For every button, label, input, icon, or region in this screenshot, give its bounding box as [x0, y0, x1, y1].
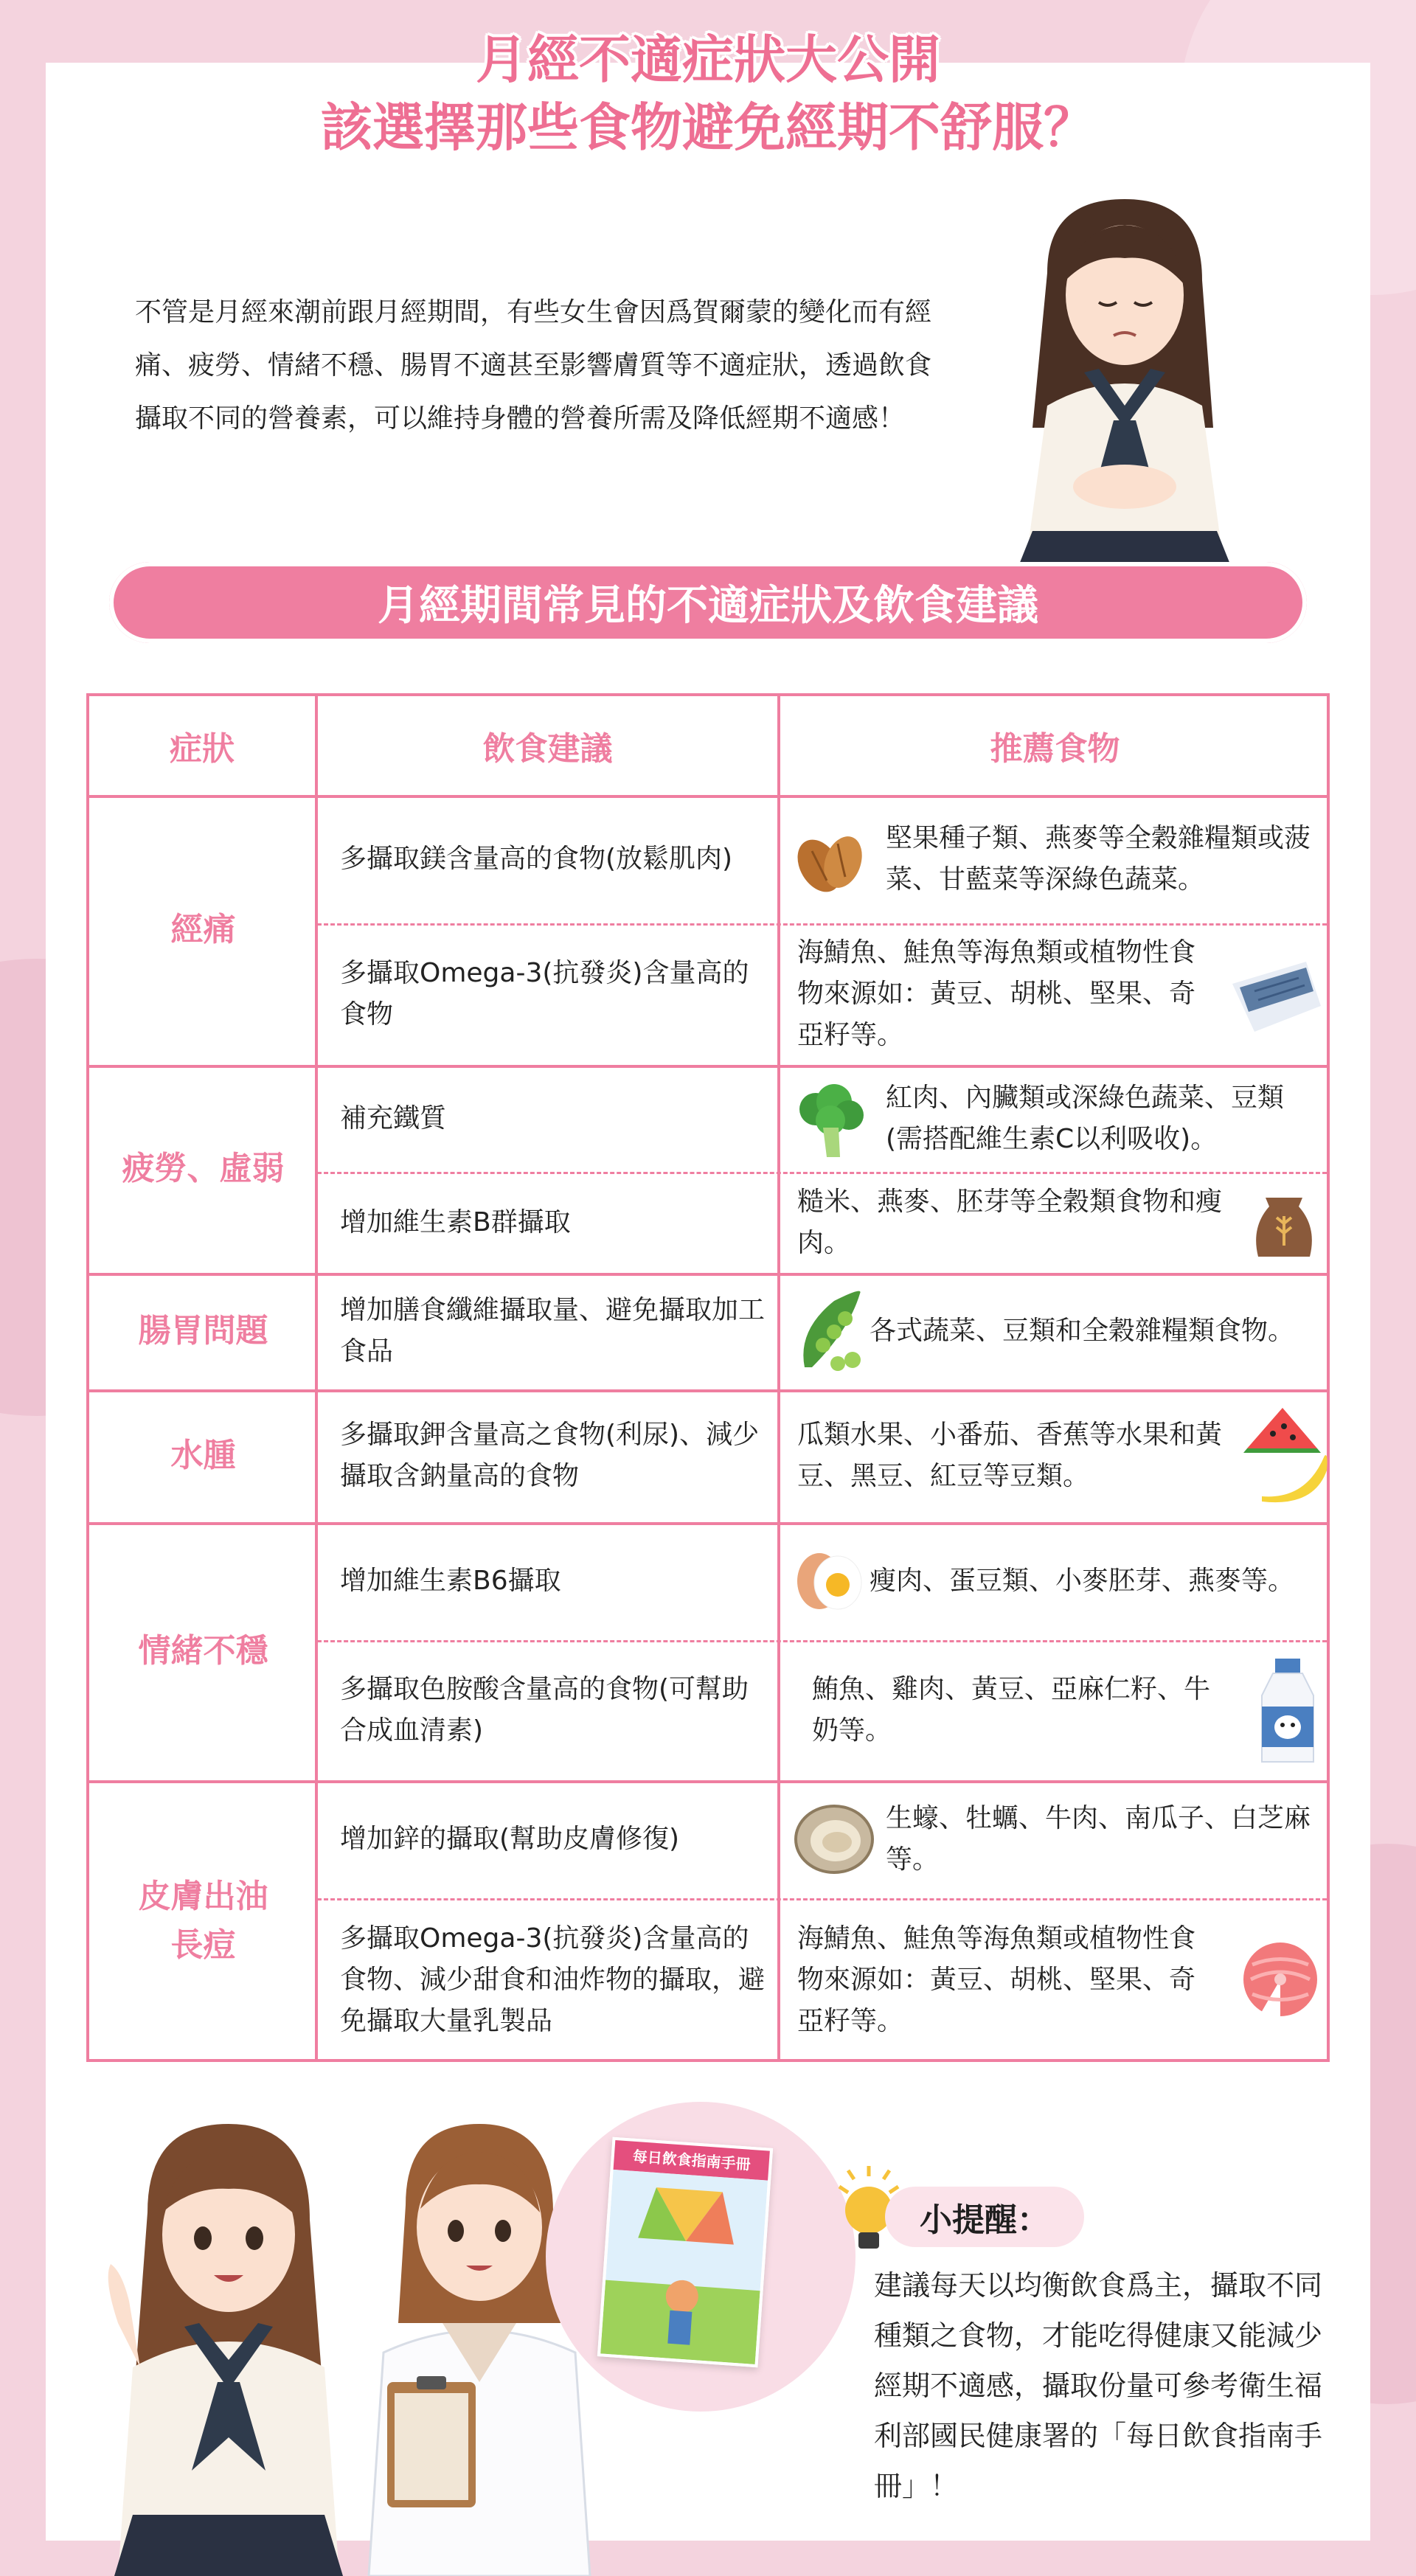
diet-guide-booklet — [597, 2137, 773, 2367]
milk-bottle-icon — [1254, 1655, 1321, 1766]
oyster-icon — [790, 1795, 878, 1884]
food-cell: 各式蔬菜、豆類和全穀雜糧類食物。 — [870, 1316, 1295, 1346]
header-advice: 飲食建議 — [482, 730, 613, 768]
tip-label-text: 小提醒： — [920, 2201, 1049, 2239]
student-girl-illustration — [88, 2102, 369, 2576]
symptom-mood: 情緒不穩 — [138, 1632, 268, 1670]
grain-sack-icon — [1247, 1183, 1321, 1264]
almond-icon — [790, 822, 871, 903]
header-food: 推薦食物 — [990, 730, 1120, 768]
advice-cell: 多攝取Omega-3(抗發炎)含量高的食物 — [340, 958, 749, 1030]
advice-cell: 多攝取Omega-3(抗發炎)含量高的食物、減少甜食和油炸物的攝取，避免攝取大量乳製品 — [340, 1923, 766, 2036]
doctor-illustration — [354, 2102, 605, 2576]
food-cell: 海鯖魚、鮭魚等海魚類或植物性食物來源如：黃豆、胡桃、堅果、奇亞籽等。 — [797, 937, 1196, 1050]
peas-icon — [790, 1286, 871, 1375]
girl-stomachache-illustration — [1003, 184, 1246, 568]
food-cell: 瘦肉、蛋豆類、小麥胚芽、燕麥等。 — [870, 1566, 1295, 1596]
fish-fillet-icon — [1225, 947, 1328, 1043]
tip-text: 建議每天以均衡飲食爲主，攝取不同種類之食物，才能吃得健康又能減少經期不適感，攝取份量可參考衛生福利部國民健康署的「每日飲食指南手冊」！ — [874, 2269, 1323, 2502]
page-title-line2: 該選擇那些食物避免經期不舒服？ — [321, 97, 1095, 158]
broccoli-icon — [790, 1080, 871, 1161]
food-cell: 紅肉、內臟類或深綠色蔬菜、豆類(需搭配維生素C以利吸收)。 — [886, 1082, 1285, 1154]
symptom-acne: 皮膚出油長痘 — [138, 1878, 268, 1964]
food-cell: 糙米、燕麥、胚芽等全穀類食物和瘦肉。 — [797, 1186, 1223, 1258]
symptom-diet-table — [86, 693, 1330, 2062]
advice-cell: 增加維生素B6攝取 — [340, 1566, 561, 1596]
food-cell: 堅果種子類、燕麥等全穀雜糧類或菠菜、甘藍菜等深綠色蔬菜。 — [886, 823, 1311, 895]
section-title-bar — [109, 562, 1307, 643]
food-cell: 海鯖魚、鮭魚等海魚類或植物性食物來源如：黃豆、胡桃、堅果、奇亞籽等。 — [797, 1923, 1196, 2036]
advice-cell: 多攝取色胺酸含量高的食物(可幫助合成血清素) — [340, 1674, 749, 1746]
symptom-edema: 水腫 — [170, 1437, 236, 1474]
watermelon-banana-icon — [1240, 1404, 1332, 1507]
header-symptom: 症狀 — [170, 730, 235, 768]
tip-label — [885, 2187, 1084, 2247]
food-cell: 瓜類水果、小番茄、香蕉等水果和黃豆、黑豆、紅豆等豆類。 — [797, 1420, 1223, 1491]
page-title-line1: 月經不適症狀大公開 — [476, 29, 940, 90]
advice-cell: 多攝取鎂含量高的食物(放鬆肌肉) — [340, 844, 733, 874]
salmon-steak-icon — [1236, 1935, 1325, 2024]
symptom-cramps: 經痛 — [170, 911, 236, 948]
egg-icon — [790, 1544, 871, 1618]
food-cell: 生蠔、牡蠣、牛肉、南瓜子、白芝麻等。 — [886, 1803, 1311, 1875]
table-divider — [777, 696, 780, 2059]
advice-cell: 增加鋅的攝取(幫助皮膚修復) — [340, 1824, 680, 1854]
advice-cell: 增加維生素B群攝取 — [340, 1207, 571, 1237]
advice-cell: 補充鐵質 — [340, 1103, 447, 1133]
section-title: 月經期間常見的不適症狀及飲食建議 — [378, 582, 1038, 630]
advice-cell: 多攝取鉀含量高之食物(利尿)、減少攝取含鈉量高的食物 — [340, 1420, 760, 1491]
food-cell: 鮪魚、雞肉、黃豆、亞麻仁籽、牛奶等。 — [812, 1674, 1211, 1746]
symptom-digestive: 腸胃問題 — [138, 1312, 268, 1350]
intro-paragraph: 不管是月經來潮前跟月經期間，有些女生會因爲賀爾蒙的變化而有經痛、疲勞、情緒不穩、腸胃不適甚至影響膚質等不適症狀，透過飲食攝取不同的營養素，可以維持身體的營養所需及降低經期不適感！ — [135, 297, 932, 434]
booklet-cover-illustration — [600, 2170, 768, 2364]
advice-cell: 增加膳食纖維攝取量、避免攝取加工食品 — [340, 1295, 766, 1367]
symptom-fatigue: 疲勞、虛弱 — [122, 1150, 285, 1187]
booklet-title: 每日飲食指南手冊 — [614, 2140, 770, 2181]
